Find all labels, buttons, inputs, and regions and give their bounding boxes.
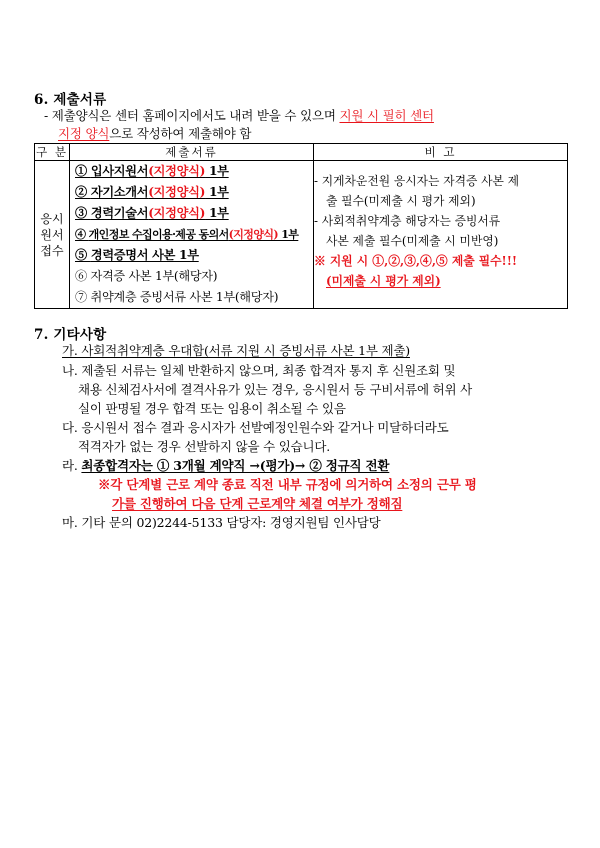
category-line: 접수 (40, 243, 64, 258)
remark-line: 사본 제출 필수(미제출 시 미반영) (326, 234, 499, 248)
item-ga-text: 가. 사회적취약계층 우대함(서류 지원 시 증빙서류 사본 1부 제출) (62, 343, 410, 358)
header-remarks: 비 고 (314, 144, 568, 161)
intro-text: - 제출양식은 센터 홈페이지에서도 내려 받을 수 있으며 (44, 108, 340, 123)
list-item-7: ⑦ 취약계층 증빙서류 사본 1부(해당자) (75, 290, 279, 304)
intro-text-2: 으로 작성하여 제출해야 함 (109, 126, 252, 141)
item-ra-prefix: 라. (62, 458, 82, 473)
list-item-6: ⑥ 자격증 사본 1부(해당자) (75, 269, 218, 283)
section-6-intro-line-1 (44, 106, 434, 124)
item-ga (62, 341, 410, 359)
remark-line: - 사회적취약계층 해당자는 증빙서류 (314, 214, 501, 228)
remark-required-note: (미제출 시 평가 제외) (326, 274, 441, 288)
category-cell (35, 161, 70, 309)
section-6-heading: 6. 제출서류 (34, 92, 107, 108)
category-line: 원서 (40, 227, 64, 242)
documents-cell (70, 161, 314, 309)
item-da-line-2: 적격자가 없는 경우 선발하지 않을 수 있습니다. (78, 439, 331, 454)
list-item-4: ④ 개인정보 수집이용·제공 동의서(지정양식) 1부 (75, 228, 299, 241)
remark-line: - 지게차운전원 응시자는 자격증 사본 제 (314, 174, 520, 188)
documents-table (34, 143, 568, 309)
list-item-5: ⑤ 경력증명서 사본 1부 (75, 248, 199, 262)
item-ra-note-line-1: ※각 단계별 근로 계약 종료 직전 내부 규정에 의거하여 소정의 근무 평 (98, 477, 477, 492)
category-line: 응시 (40, 211, 64, 226)
item-ma: 마. 기타 문의 02)2244-5133 담당자: 경영지원팀 인사담당 (62, 515, 381, 530)
header-documents: 제출서류 (70, 144, 314, 161)
item-ra-note-line-2 (112, 494, 402, 512)
list-item-2: ② 자기소개서(지정양식) 1부 (75, 185, 229, 199)
header-category: 구 분 (36, 145, 68, 159)
item-ra-bold: 최종합격자는 ① 3개월 계약직 →(평가)→ ② 정규직 전환 (81, 458, 390, 473)
item-na-line-1: 나. 제출된 서류는 일체 반환하지 않으며, 최종 합격자 통지 후 신원조회 및 (62, 363, 456, 378)
item-ra (62, 456, 389, 474)
remarks-cell (314, 161, 568, 309)
remark-required-note: ※ 지원 시 ①,②,③,④,⑤ 제출 필수!!! (314, 254, 518, 268)
section-7-heading: 7. 기타사항 (34, 327, 107, 343)
intro-red-emphasis-2: 지정 양식 (58, 126, 110, 141)
list-item-1: ① 입사지원서(지정양식) 1부 (75, 164, 229, 178)
item-na-line-2: 채용 신체검사서에 결격사유가 있는 경우, 응시원서 등 구비서류에 허위 사 (78, 382, 472, 397)
table-header-row (35, 144, 568, 161)
item-ra-note-text: 가를 진행하여 다음 단계 근로계약 체결 여부가 정해짐 (112, 496, 403, 511)
intro-red-emphasis: 지원 시 필히 센터 (339, 108, 434, 123)
table-row (35, 161, 568, 309)
item-na-line-3: 실이 판명될 경우 합격 또는 임용이 취소될 수 있음 (78, 401, 346, 416)
item-da-line-1: 다. 응시원서 접수 결과 응시자가 선발예정인원수와 같거나 미달하더라도 (62, 420, 449, 435)
remark-line: 출 필수(미제출 시 평가 제외) (326, 194, 476, 208)
list-item-3: ③ 경력기술서(지정양식) 1부 (75, 206, 229, 220)
section-6-intro-line-2 (58, 124, 251, 142)
